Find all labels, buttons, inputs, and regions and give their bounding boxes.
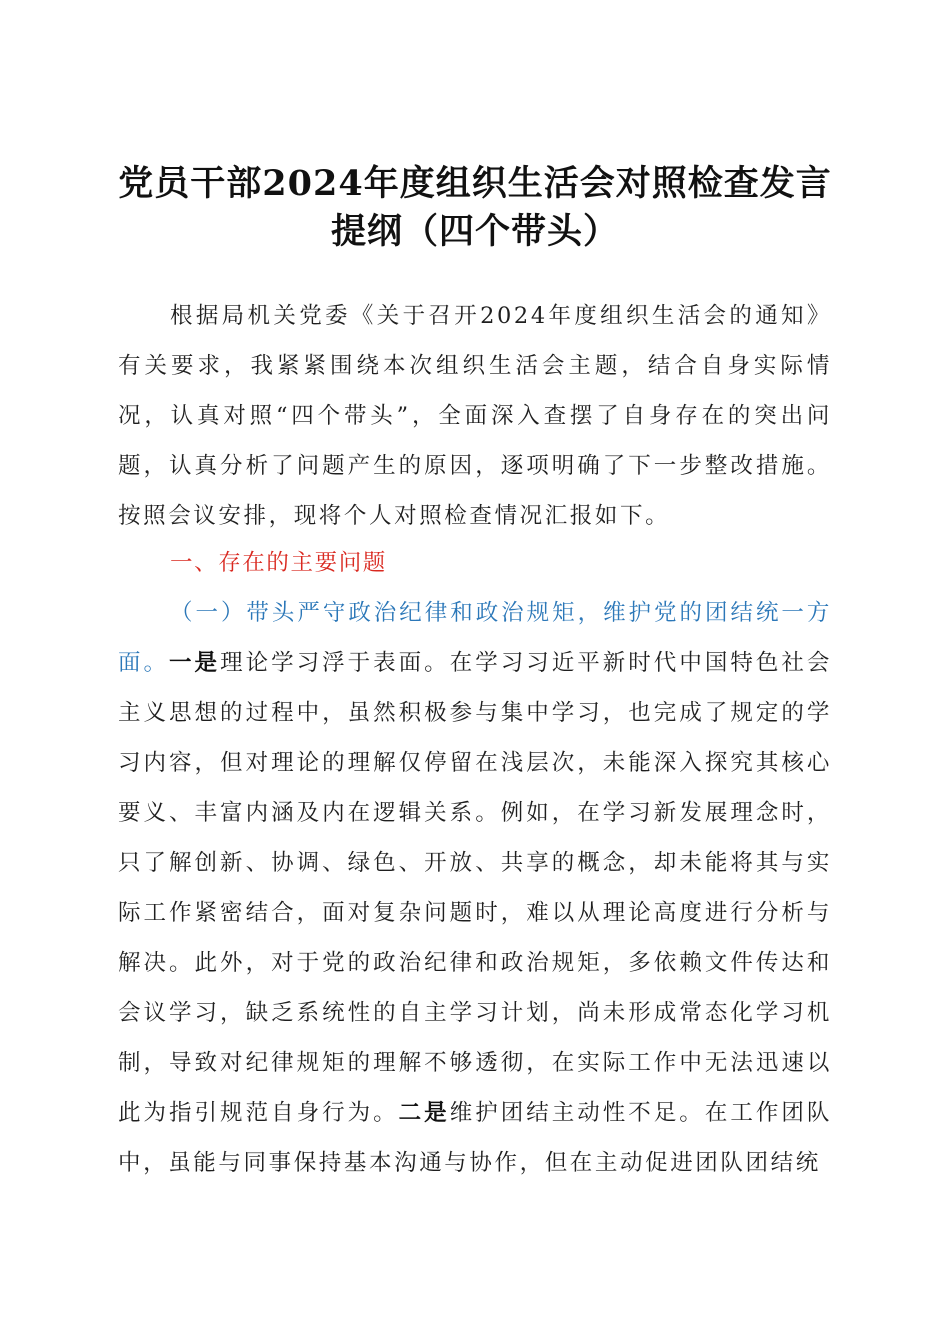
subsection-heading: （一）带头严守政治纪律和政治规矩，维护党的团结统一方面。 [118,600,832,676]
point-text-2: 维护团结主动性不足。在工作团队中，虽能与同事保持基本沟通与协作，但在主动促进团队团结统 [118,1100,832,1176]
point-text-1: 理论学习浮于表面。在学习习近平新时代中国特色社会主义思想的过程中，虽然积极参与集中学习，也完成了规定的学习内容，但对理论的理解仅停留在浅层次，未能深入探究其核心要义、丰富内涵及内在逻辑关系。例如，在学习新发展理念时，只了解创新、协调、绿色、开放、共享的概念，却未能将其与实际工作紧密结合，面对复杂问题时，难以从理论高度进行分析与解决。此外，对于党的政治纪律和政治规矩，多依赖文件传达和会议学习，缺乏系统性的自主学习计划，尚未形成常态化学习机制，导致对纪律规矩的理解不够透彻，在实际工作中无法迅速以此为指引规范自身行为。 [118,650,832,1126]
point-label-1: 一是 [169,650,221,676]
section-heading-problems: 一、存在的主要问题 [170,550,387,576]
section-paragraph [118,588,832,1188]
document-title: 党员干部2024年度组织生活会对照检查发言提纲（四个带头） [118,163,832,252]
point-label-2: 二是 [398,1100,450,1126]
intro-paragraph: 根据局机关党委《关于召开2024年度组织生活会的通知》有关要求，我紧紧围绕本次组织生活会主题，结合自身实际情况，认真对照“四个带头”，全面深入查摆了自身存在的突出问题，认真分析了问题产生的原因，逐项明确了下一步整改措施。按照会议安排，现将个人对照检查情况汇报如下。 [118,303,832,529]
